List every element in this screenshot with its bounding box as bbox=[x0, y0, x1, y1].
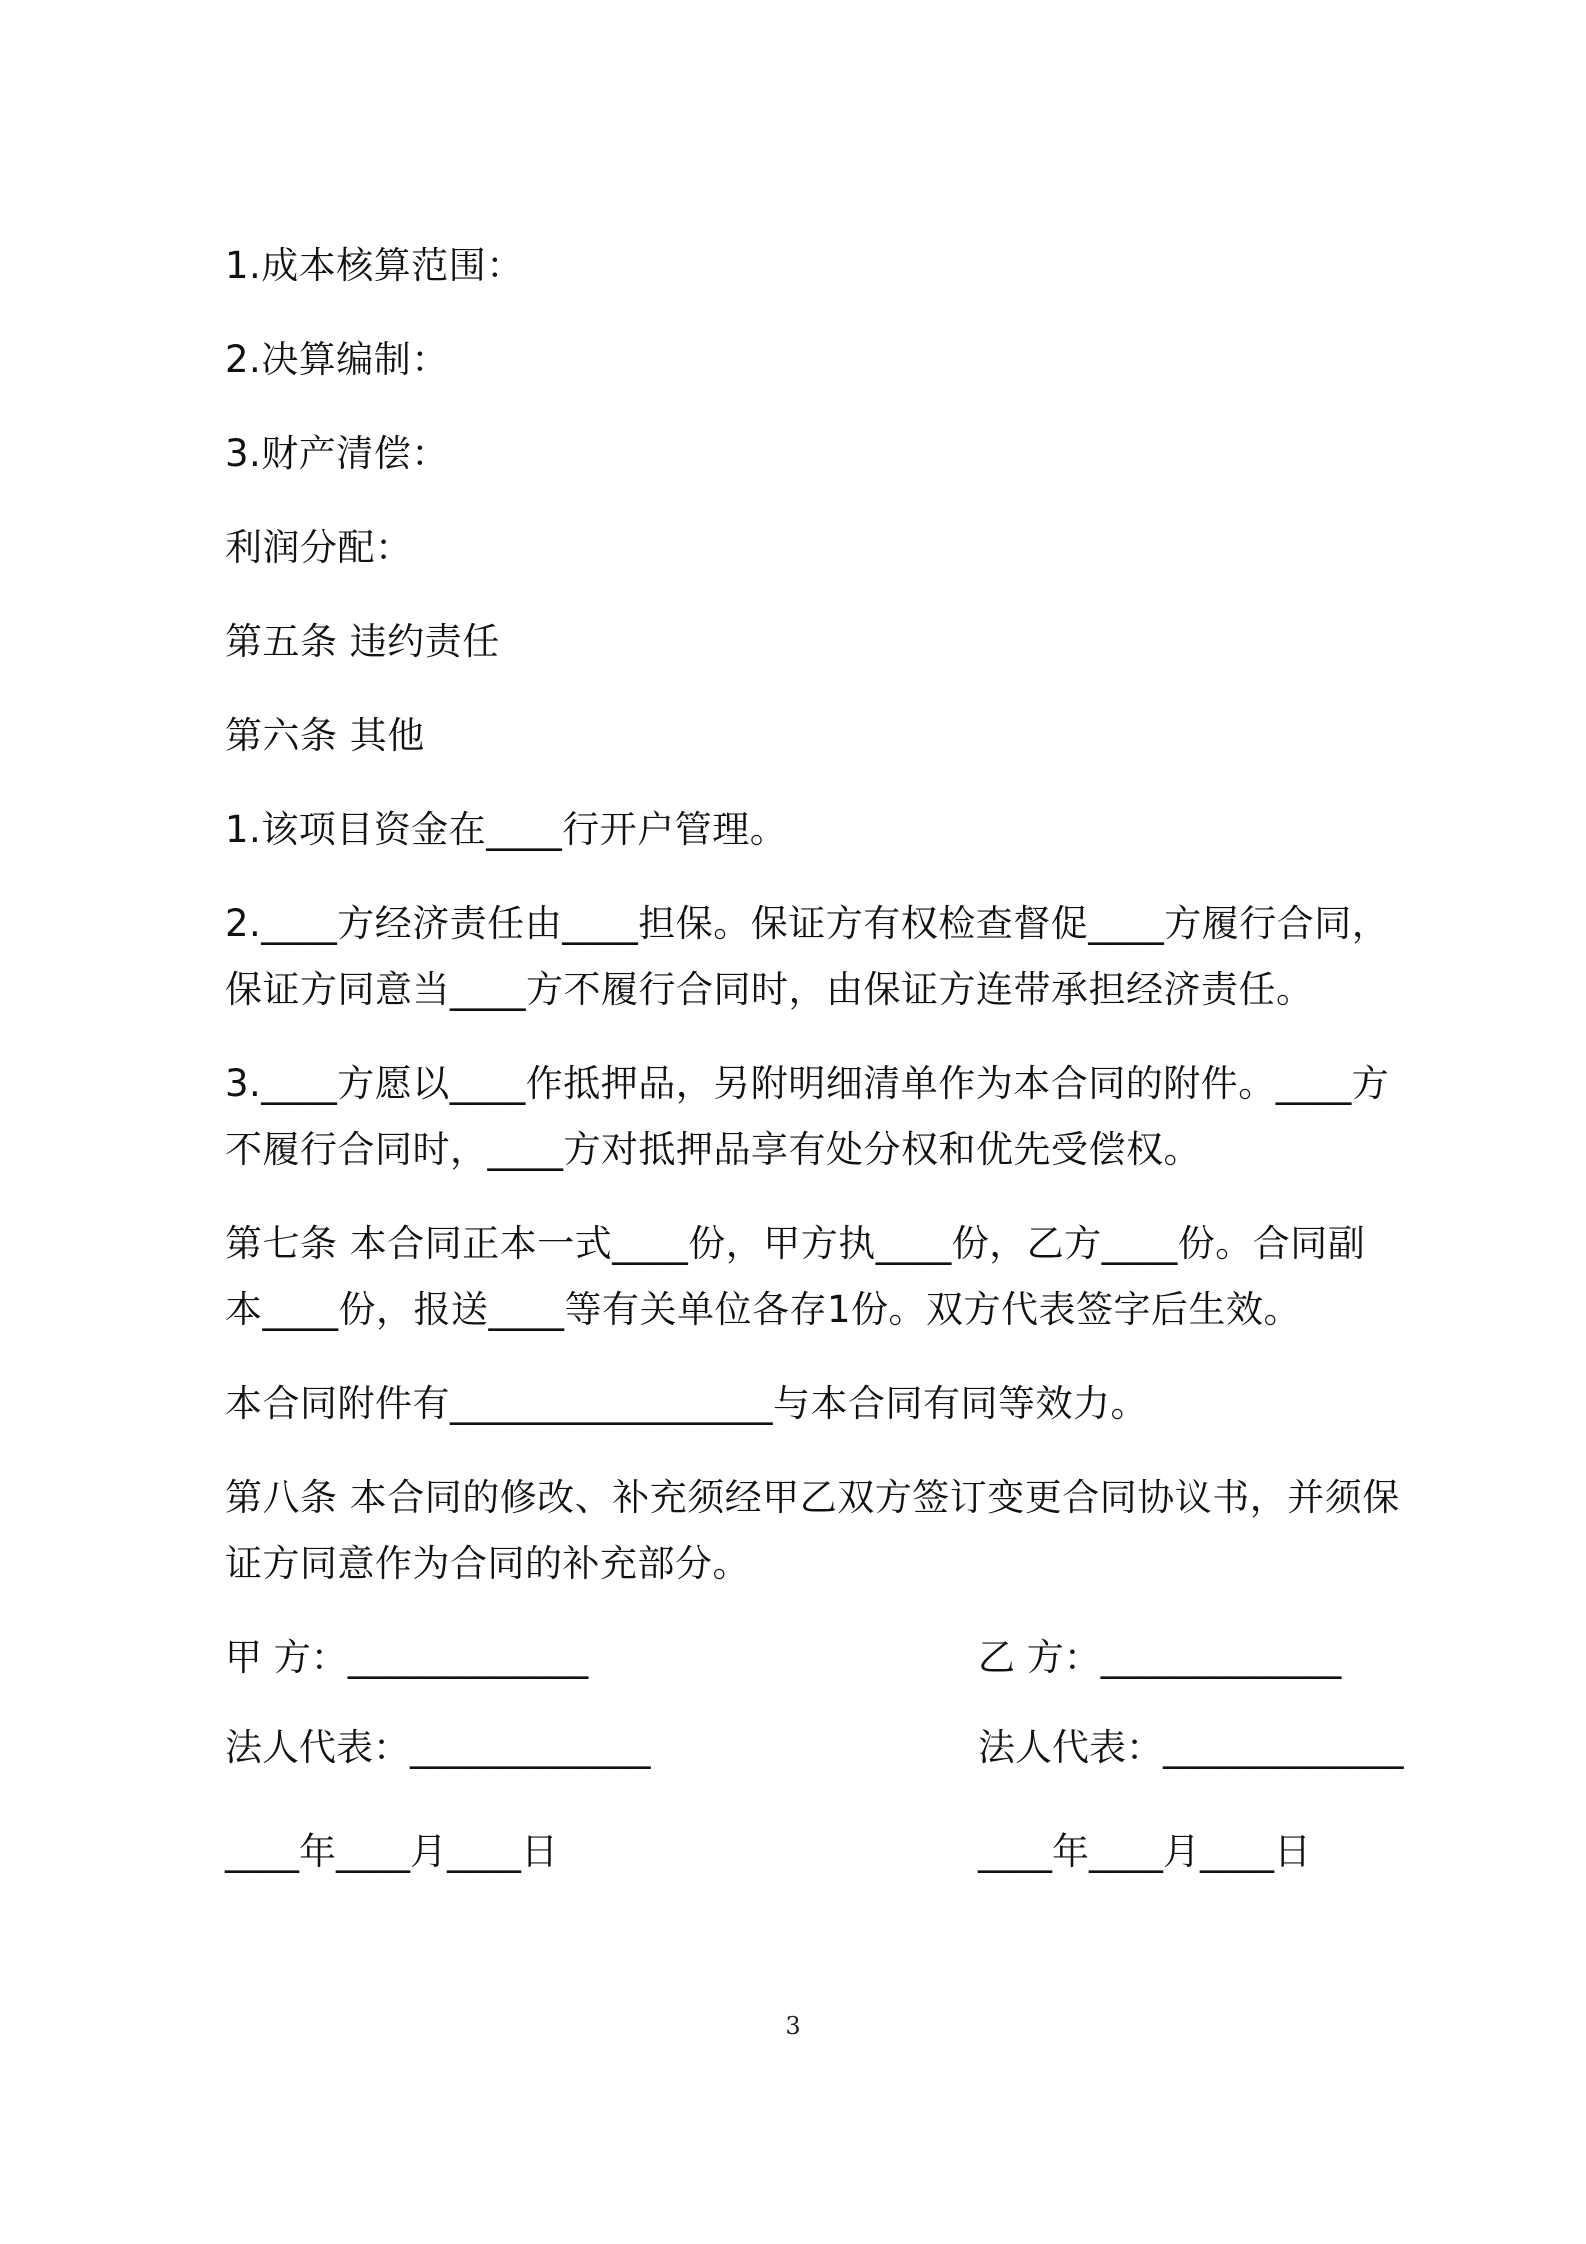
clause-final-accounts: 2.决算编制： bbox=[225, 338, 449, 381]
clause-property-settlement: 3.财产清偿： bbox=[225, 432, 449, 475]
article-eight-line-2: 证方同意作为合同的补充部分。 bbox=[225, 1542, 750, 1585]
article-seven-line-1: 第七条 本合同正本一式____份，甲方执____份，乙方____份。合同副 bbox=[225, 1222, 1366, 1265]
article-six-heading: 第六条 其他 bbox=[225, 714, 425, 757]
party-b-date-line: ____年____月____日 bbox=[978, 1830, 1311, 1873]
article-seven-line-2: 本____份，报送____等有关单位各存1份。双方代表签字后生效。 bbox=[225, 1288, 1302, 1331]
page-number: 3 bbox=[785, 2012, 801, 2040]
clause-collateral-line-2: 不履行合同时，____方对抵押品享有处分权和优先受偿权。 bbox=[225, 1128, 1201, 1171]
clause-guarantee-line-1: 2.____方经济责任由____担保。保证方有权检查督促____方履行合同， bbox=[225, 902, 1390, 945]
clause-bank-account: 1.该项目资金在____行开户管理。 bbox=[225, 808, 788, 851]
party-a-representative-line: 法人代表：_____________ bbox=[225, 1726, 651, 1769]
party-b-signature-line: 乙 方：_____________ bbox=[978, 1636, 1342, 1679]
clause-collateral-line-1: 3.____方愿以____作抵押品，另附明细清单作为本合同的附件。____方 bbox=[225, 1062, 1390, 1105]
clause-attachments: 本合同附件有_________________与本合同有同等效力。 bbox=[225, 1382, 1148, 1425]
article-five-heading: 第五条 违约责任 bbox=[225, 620, 500, 663]
party-a-signature-line: 甲 方：_____________ bbox=[225, 1636, 589, 1679]
clause-profit-distribution: 利润分配： bbox=[225, 526, 413, 569]
party-a-date-line: ____年____月____日 bbox=[225, 1830, 558, 1873]
article-eight-line-1: 第八条 本合同的修改、补充须经甲乙双方签订变更合同协议书，并须保 bbox=[225, 1476, 1400, 1519]
clause-cost-accounting-scope: 1.成本核算范围： bbox=[225, 244, 524, 287]
clause-guarantee-line-2: 保证方同意当____方不履行合同时，由保证方连带承担经济责任。 bbox=[225, 968, 1314, 1011]
party-b-representative-line: 法人代表：_____________ bbox=[978, 1726, 1404, 1769]
